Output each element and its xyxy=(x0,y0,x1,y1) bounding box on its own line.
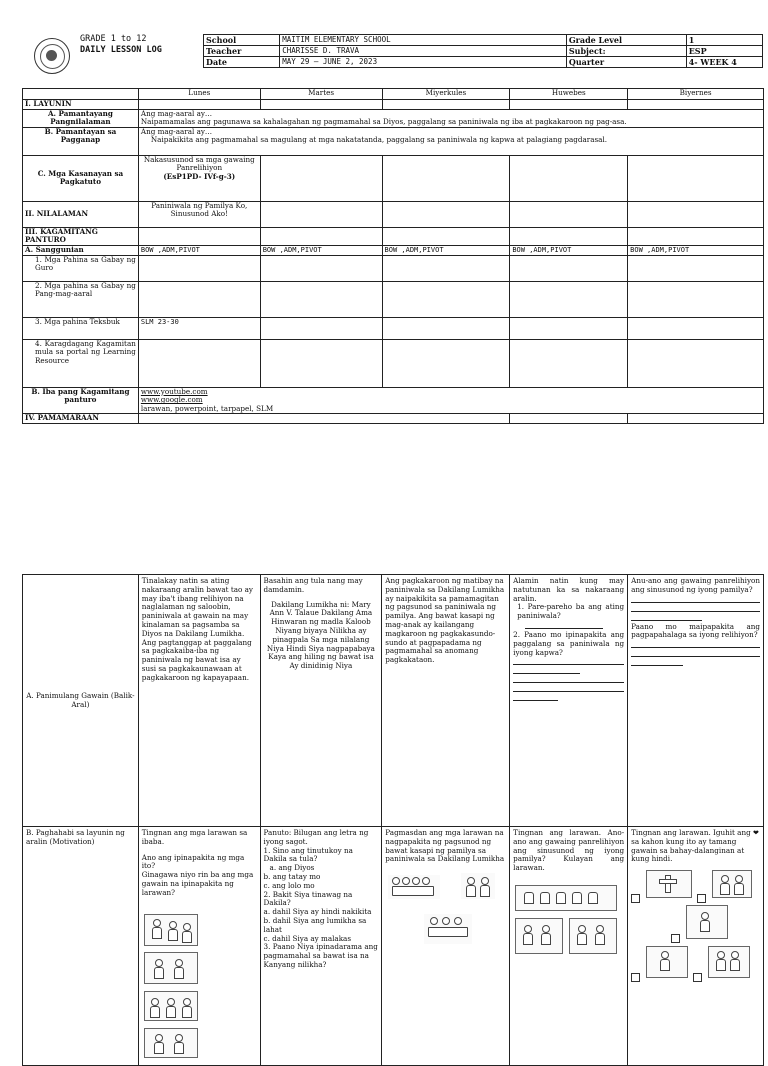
table-row xyxy=(23,127,764,155)
praying-family-image xyxy=(144,914,198,946)
answer-checkbox[interactable] xyxy=(631,973,640,982)
pamantayan-sa-pagganap-text: Ang mag-aaral ay… Naipakikita ang pagmamahal sa magulang at mga nakatatanda, paggalang sa paniniwala ng kapwa at palagiang pagdarasal. xyxy=(138,127,763,155)
table-row xyxy=(23,414,764,424)
sanggunian-label: A. Sanggunian xyxy=(23,245,139,255)
sanggunian-huwebes: BOW ,ADM,PIVOT xyxy=(510,245,628,255)
quarter-label: Quarter xyxy=(566,57,686,68)
answer-checkbox[interactable] xyxy=(697,894,706,903)
lesson-plan-table xyxy=(22,88,764,424)
kneeling-child-image xyxy=(686,905,728,939)
answer-checkbox[interactable] xyxy=(671,934,680,943)
priest-image xyxy=(646,946,688,978)
section-kagamitang-panturo: III. KAGAMITANG PANTURO xyxy=(23,227,139,245)
youtube-link[interactable]: www.youtube.com xyxy=(140,386,208,396)
church-gathering-image xyxy=(515,918,563,954)
table-row xyxy=(23,245,764,255)
gabay-guro-label: 1. Mga Pahina sa Gabay ng Guro xyxy=(23,255,139,281)
iba-pang-kagamitan-text: www.youtube.com www.google.com larawan, powerpoint, tarpapel, SLM xyxy=(138,387,763,414)
bible-reading-image xyxy=(144,952,198,984)
paghahabi-biyernes: Tingnan ang larawan. Iguhit ang ❤ sa kahon kung ito ay tamang gawain sa bahay-dalanginan at kung hindi. xyxy=(628,827,764,1066)
family-praying-image xyxy=(460,872,496,900)
paghahabi-lunes: Tingnan ang mga larawan sa ibaba. Ano ang ipinapakita ng mga ito? Ginagawa niyo rin ba ang mga gawain na ipinapakita ng larawan? xyxy=(138,827,260,1066)
praying-children-image xyxy=(144,1028,198,1058)
date-value: MAY 29 – JUNE 2, 2023 xyxy=(280,57,567,68)
table-row xyxy=(23,100,764,110)
school-label: School xyxy=(204,35,280,46)
day-header-miyerkules: Miyerkules xyxy=(382,89,510,100)
paghahabi-label: B. Paghahabi sa layunin ng aralin (Motivation) xyxy=(23,827,139,1066)
day-header-biyernes: Biyernes xyxy=(628,89,764,100)
table-row xyxy=(23,227,764,245)
table-row xyxy=(23,255,764,281)
sanggunian-biyernes: BOW ,ADM,PIVOT xyxy=(628,245,764,255)
day-header-row xyxy=(23,89,764,100)
title-line-1: GRADE 1 to 12 xyxy=(80,34,147,44)
table-row xyxy=(23,387,764,414)
pamantayang-pangnilalaman-label: A. Pamantayang Pangnilalaman xyxy=(23,109,139,127)
school-value: MAITIM ELEMENTARY SCHOOL xyxy=(280,35,567,46)
paghahabi-martes: Panuto: Bilugan ang letra ng iyong sagot. 1. Sino ang tinutukoy na Dakila sa tula? a. ang Diyos b. ang tatay mo c. ang lolo mo 2. Bakit Siya tinawag na Dakila? a. dahil Siya ay hindi nakikita b. dahil Siya ang lumikha sa lahat c. dahil Siya ay malakas 3. Paano Niya ipinadarama ang pagmamahal sa bawat isa na Kanyang nilikha? xyxy=(260,827,382,1066)
answer-checkbox[interactable] xyxy=(693,973,702,982)
teksbuk-label: 3. Mga pahina Teksbuk xyxy=(23,317,139,339)
pamantayan-sa-pagganap-label: B. Pamantayan sa Pagganap xyxy=(23,127,139,155)
header-row xyxy=(204,46,763,57)
grade-level-label: Grade Level xyxy=(566,35,686,46)
header-row xyxy=(204,57,763,68)
panimulang-lunes: Tinalakay natin sa ating nakaraang aralin bawat tao ay may iba't ibang relihiyon na naglalaman ng saloobin, paniniwala at gawain na may kinalaman sa pagsamba sa Diyos na Dakilang Lumikha. Ang pagtanggap at paggalang sa pagkakaiba-iba ng paniniwala ng bawat isa ay susi sa pagkakaunawaan at pagkakaroon ng kapayapaan. xyxy=(138,575,260,827)
table-row xyxy=(23,575,764,827)
procedure-table xyxy=(22,574,764,1066)
church-mass-image xyxy=(144,991,198,1021)
teacher-value: CHARISSE D. TRAVA xyxy=(280,46,567,57)
table-row xyxy=(23,281,764,317)
sanggunian-lunes: BOW ,ADM,PIVOT xyxy=(138,245,260,255)
sanggunian-miyerkules: BOW ,ADM,PIVOT xyxy=(382,245,510,255)
table-row xyxy=(23,155,764,201)
church-interior-image xyxy=(515,885,617,911)
panimulang-biyernes: Anu-ano ang gawaing panrelihiyon ang sinusunod ng iyong pamilya? Paano mo maipapakita ang pagpapahalaga sa iyong relihiyon? xyxy=(628,575,764,827)
header-row xyxy=(204,35,763,46)
panimulang-gawain-label: A. Panimulang Gawain (Balik-Aral) xyxy=(23,575,139,827)
family-church-image xyxy=(708,946,750,978)
day-header-martes: Martes xyxy=(260,89,382,100)
table-row xyxy=(23,339,764,387)
paghahabi-miyerkules: Pagmasdan ang mga larawan na nagpapakita ng pagsunod ng bawat kasapi ng pamilya sa paniniwala sa Dakilang Lumikha xyxy=(382,827,510,1066)
section-pamamaraan: IV. PAMAMARAAN xyxy=(23,414,139,424)
grade-level-value: 1 xyxy=(686,35,762,46)
kasanayan-text: Nakasusunod sa mga gawaing Panrelihiyon (EsP1PD- IVf-g-3) xyxy=(138,155,260,201)
family-table-image xyxy=(387,874,441,900)
document-title xyxy=(80,34,162,56)
paghahabi-huwebes: Tingnan ang larawan. Ano-ano ang gawaing panrelihiyon ang sinusunod ng iyong pamilya? Kulayan ang larawan. xyxy=(510,827,628,1066)
quarter-value: 4- WEEK 4 xyxy=(686,57,762,68)
header-info-table xyxy=(203,34,763,68)
section-layunin: I. LAYUNIN xyxy=(23,100,139,110)
children-playing-image xyxy=(712,870,752,898)
corner-cell xyxy=(23,89,139,100)
date-label: Date xyxy=(204,57,280,68)
table-row xyxy=(23,827,764,1066)
nilalaman-text: Paniniwala ng Pamilya Ko, Sinusunod Ako! xyxy=(138,201,260,227)
teacher-label: Teacher xyxy=(204,46,280,57)
family-dinner-image xyxy=(423,913,473,945)
iba-pang-kagamitan-label: B. Iba pang Kagamitang panturo xyxy=(23,387,139,414)
table-row xyxy=(23,109,764,127)
altar-image xyxy=(646,870,692,898)
section-nilalaman: II. NILALAMAN xyxy=(23,201,139,227)
answer-checkbox[interactable] xyxy=(631,894,640,903)
panimulang-martes: Basahin ang tula nang may damdamin. Dakilang Lumikha ni: Mary Ann V. Talaue Dakilang Ama Hinwaran ng madla Kaloob Niyang biyaya Nilikha ay pinagpala Sa mga nilalang Niya Hindi Siya nagpapabaya Kaya ang hiling ng bawat isa Ay dinidinig Niya xyxy=(260,575,382,827)
panimulang-miyerkules: Ang pagkakaroon ng matibay na paniniwala sa Dakilang Lumikha ay naipakikita sa pamamagitan ng pagsunod sa paniniwala ng pamilya. Ang bawat kasapi ng mag-anak ay kailangang magkaroon ng pagkakasundo-sundo at pagpapadama ng pagmamahal sa anomang pagkakataon. xyxy=(382,575,510,827)
subject-label: Subject: xyxy=(566,46,686,57)
deped-seal-icon xyxy=(34,38,70,74)
pamantayang-pangnilalaman-text: Ang mag-aaral ay… Naipamamalas ang pagunawa sa kahalagahan ng pagmamahal sa Diyos, paggalang sa paniniwala ng iba at pagkakaroon ng pag-asa. xyxy=(138,109,763,127)
day-header-huwebes: Huwebes xyxy=(510,89,628,100)
table-row xyxy=(23,201,764,227)
teksbuk-text: SLM 23-30 xyxy=(138,317,260,339)
gabay-mag-aaral-label: 2. Mga pahina sa Gabay ng Pang-mag-aaral xyxy=(23,281,139,317)
table-row xyxy=(23,317,764,339)
google-link[interactable]: www.google.com xyxy=(140,395,203,405)
karagdagang-kagamitan-label: 4. Karagdagang Kagamitan mula sa portal ng Learning Resource xyxy=(23,339,139,387)
worship-image xyxy=(569,918,617,954)
day-header-lunes: Lunes xyxy=(138,89,260,100)
sanggunian-martes: BOW ,ADM,PIVOT xyxy=(260,245,382,255)
subject-value: ESP xyxy=(686,46,762,57)
kasanayan-label: C. Mga Kasanayan sa Pagkatuto xyxy=(23,155,139,201)
panimulang-huwebes: Alamin natin kung may natutunan ka sa nakaraang aralin. 1. Pare-pareho ba ang ating paniniwala? 2. Paano mo ipinapakita ang paggalang sa paniniwala ng iyong kapwa? xyxy=(510,575,628,827)
title-line-2: DAILY LESSON LOG xyxy=(80,45,162,55)
